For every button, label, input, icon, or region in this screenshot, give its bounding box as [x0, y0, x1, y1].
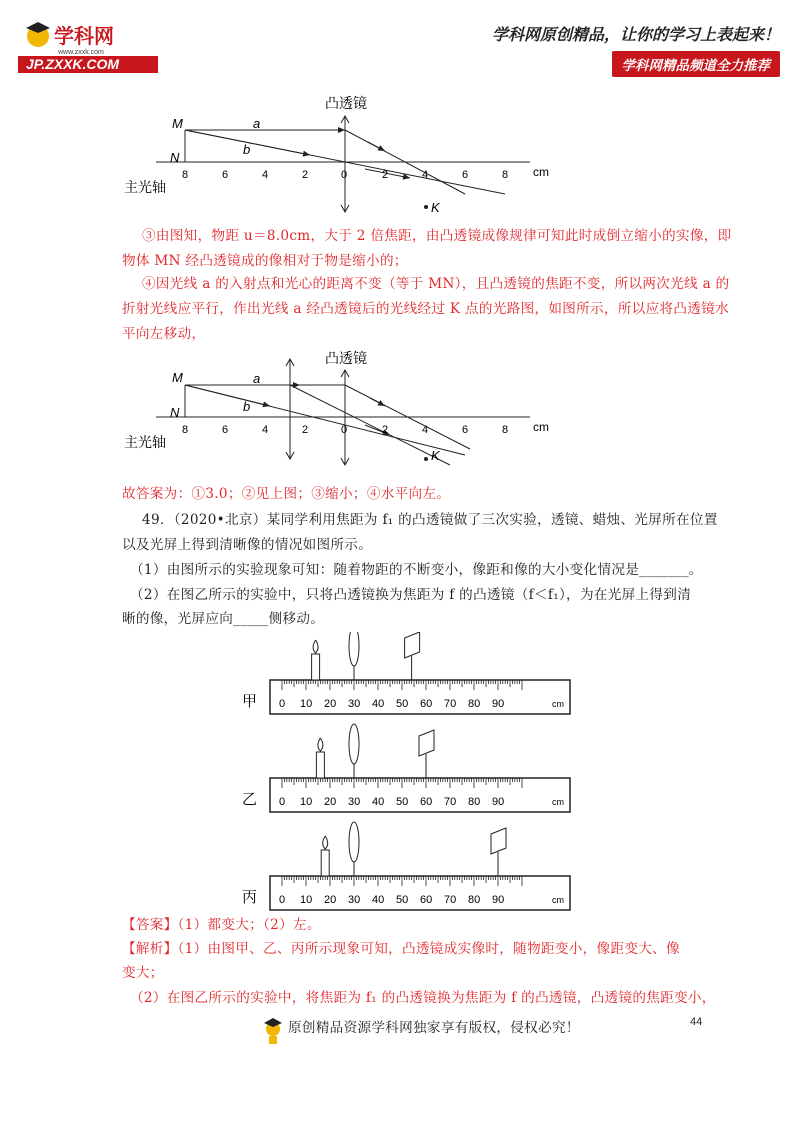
- label-N-2: N: [170, 405, 180, 420]
- answer: 【答案】（1）都变大；（2）左。: [122, 917, 321, 933]
- ruler-tick-label: 90: [492, 796, 505, 808]
- svg-text:2: 2: [382, 424, 389, 436]
- label-b-2: b: [243, 399, 251, 414]
- para-4-line-2: 折射光线应平行，作出光线 a 经凸透镜后的光线经过 K 点的光路图，如图所示，所以应将凸透镜水: [122, 301, 729, 317]
- candle: [321, 850, 329, 876]
- q49-sub-2a: （2）在图乙所示的实验中，只将凸透镜换为焦距为 f 的凸透镜（f＜f₁），为在光屏上得到清: [130, 587, 692, 603]
- analysis-line-1: 【解析】（1）由图甲、乙、丙所示现象可知，凸透镜成实像时，随物距变小，像距变大、像: [122, 941, 680, 957]
- label-a-2: a: [253, 371, 261, 386]
- optical-benches: [240, 632, 590, 917]
- analysis-line-2: 变大；: [122, 965, 164, 981]
- screen: [491, 828, 506, 854]
- ruler-tick-label: 30: [348, 796, 361, 808]
- q49-sub-1: （1）由图所示的实验现象可知：随着物距的不断变小，像距和像的大小变化情况是_______。: [130, 562, 703, 578]
- q49-line-1: 49．（2020•北京）某同学利用焦距为 f₁ 的凸透镜做了三次实验，透镜、蜡烛、光屏所在位置: [142, 512, 718, 528]
- header-banner: 学科网精品频道全力推荐: [612, 51, 781, 77]
- svg-text:8: 8: [182, 424, 189, 436]
- para-4-line-3: 平向左移动，: [122, 326, 206, 342]
- svg-text:8: 8: [182, 169, 189, 181]
- ruler-tick-label: 50: [396, 796, 409, 808]
- screen: [419, 730, 434, 756]
- ruler-unit: cm: [552, 895, 564, 905]
- q49-sub-2b: 晰的像，光屏应向_____侧移动。: [122, 611, 325, 627]
- lens: [349, 822, 359, 862]
- ruler-tick-label: 80: [468, 894, 481, 906]
- lens-label-2: 凸透镜: [325, 350, 367, 366]
- optics-diagram-2: [120, 345, 560, 480]
- bench-label: 乙: [242, 791, 258, 808]
- header-right: [492, 22, 780, 77]
- ruler-tick-label: 10: [300, 698, 313, 710]
- label-K: K: [431, 200, 440, 215]
- candle-flame: [318, 738, 323, 751]
- ruler-tick-label: 20: [324, 894, 337, 906]
- axis-label-2: 主光轴: [124, 434, 166, 450]
- ruler-tick-label: 40: [372, 796, 385, 808]
- footer-logo-icon: [262, 1016, 284, 1038]
- ruler-tick-label: 70: [444, 698, 457, 710]
- lens: [349, 632, 359, 666]
- ruler-tick-label: 80: [468, 698, 481, 710]
- svg-text:6: 6: [222, 424, 229, 436]
- ruler-tick-label: 40: [372, 894, 385, 906]
- screen: [405, 632, 420, 658]
- ruler-tick-label: 40: [372, 698, 385, 710]
- ruler-tick-label: 10: [300, 796, 313, 808]
- unit-cm: cm: [533, 165, 549, 179]
- ruler-tick-label: 0: [279, 698, 286, 710]
- header-slogan: 学科网原创精品，让你的学习上表起来！: [491, 25, 780, 44]
- ruler-tick-label: 90: [492, 894, 505, 906]
- svg-text:2: 2: [382, 169, 389, 181]
- ruler-tick-label: 70: [444, 894, 457, 906]
- candle: [312, 654, 320, 680]
- label-K-2: K: [431, 448, 440, 463]
- logo-small: www.zxxk.com: [58, 49, 104, 56]
- label-M: M: [172, 116, 183, 131]
- candle: [316, 752, 324, 778]
- svg-text:6: 6: [222, 169, 229, 181]
- candle-flame: [323, 836, 328, 849]
- logo-url: JP.ZXXK.COM: [26, 56, 120, 72]
- svg-text:4: 4: [262, 169, 269, 181]
- ruler-tick-label: 50: [396, 894, 409, 906]
- ruler-tick-label: 80: [468, 796, 481, 808]
- logo-cn: 学科网: [54, 26, 114, 48]
- candle-flame: [313, 640, 318, 653]
- ruler-tick-label: 90: [492, 698, 505, 710]
- ruler-tick-label: 30: [348, 698, 361, 710]
- ruler-tick-label: 60: [420, 894, 433, 906]
- ruler-tick-label: 10: [300, 894, 313, 906]
- svg-text:8: 8: [502, 424, 509, 436]
- svg-text:0: 0: [341, 169, 348, 181]
- ruler-tick-label: 60: [420, 796, 433, 808]
- ruler-tick-label: 50: [396, 698, 409, 710]
- logo-graphic: [18, 18, 163, 74]
- previous-answer: 故答案为：①3.0；②见上图；③缩小；④水平向左。: [122, 486, 451, 502]
- lens-label: 凸透镜: [325, 95, 367, 111]
- svg-text:4: 4: [422, 169, 429, 181]
- label-a: a: [253, 116, 261, 131]
- svg-text:6: 6: [462, 424, 469, 436]
- ruler-tick-label: 60: [420, 698, 433, 710]
- ruler-tick-label: 0: [279, 894, 286, 906]
- page-number: 44: [690, 1016, 703, 1028]
- tick-labels-2: [182, 424, 508, 436]
- site-logo[interactable]: [18, 18, 163, 74]
- ruler-tick-label: 70: [444, 796, 457, 808]
- label-b: b: [243, 142, 251, 157]
- svg-text:8: 8: [502, 169, 509, 181]
- ruler-tick-label: 20: [324, 796, 337, 808]
- svg-text:2: 2: [302, 424, 309, 436]
- ruler-unit: cm: [552, 699, 564, 709]
- bench-label: 甲: [242, 693, 258, 710]
- ruler-unit: cm: [552, 797, 564, 807]
- label-M-2: M: [172, 370, 183, 385]
- svg-text:0: 0: [341, 424, 348, 436]
- ruler-tick-label: 0: [279, 796, 286, 808]
- svg-text:2: 2: [302, 169, 309, 181]
- unit-cm-2: cm: [533, 420, 549, 434]
- tick-labels: [182, 169, 508, 181]
- analysis-line-3: （2）在图乙所示的实验中，将焦距为 f₁ 的凸透镜换为焦距为 f 的凸透镜，凸透镜的焦距变小，: [130, 990, 716, 1006]
- lens: [349, 724, 359, 764]
- svg-text:6: 6: [462, 169, 469, 181]
- footer-text: 原创精品资源学科网独家享有版权，侵权必究！: [288, 1020, 580, 1036]
- para-3-line-2: 物体 MN 经凸透镜成的像相对于物是缩小的；: [122, 253, 408, 269]
- ruler-tick-label: 20: [324, 698, 337, 710]
- para-4-line-1: ④因光线 a 的入射点和光心的距离不变（等于 MN），且凸透镜的焦距不变，所以两次光线 a 的: [142, 276, 730, 292]
- svg-text:4: 4: [422, 424, 429, 436]
- q49-line-2: 以及光屏上得到清晰像的情况如图所示。: [122, 537, 373, 553]
- ruler-tick-label: 30: [348, 894, 361, 906]
- svg-text:4: 4: [262, 424, 269, 436]
- optics-diagram-1: [120, 92, 560, 222]
- label-N: N: [170, 150, 180, 165]
- bench-label: 丙: [242, 889, 258, 906]
- para-3-line-1: ③由图知，物距 u＝8.0cm，大于 2 倍焦距，由凸透镜成像规律可知此时成倒立缩小的实像，即: [142, 228, 732, 244]
- axis-label: 主光轴: [124, 179, 166, 195]
